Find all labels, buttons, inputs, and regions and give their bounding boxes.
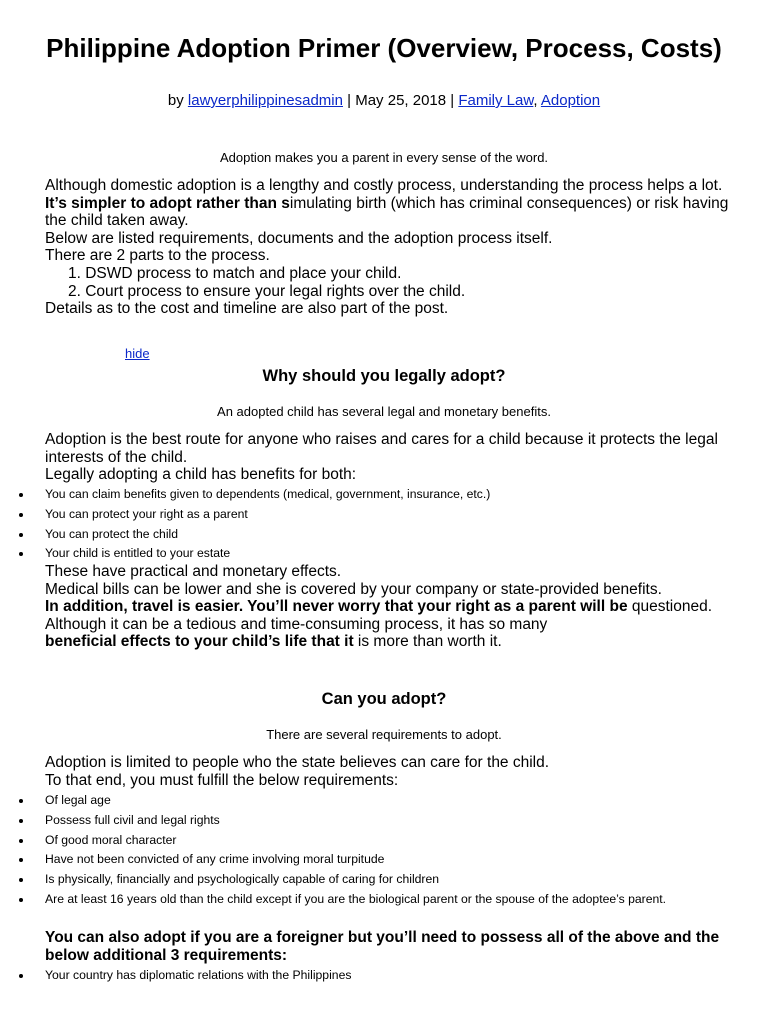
- list-item-text: Of legal age: [45, 793, 111, 807]
- list-item: [0, 833, 740, 853]
- body-paragraph: Although it can be a tedious and time-consuming process, it has so many: [45, 615, 548, 633]
- article-title: Philippine Adoption Primer (Overview, Process, Costs): [46, 33, 722, 63]
- list-item-text: You can protect the child: [45, 526, 179, 541]
- body-paragraph: [45, 929, 735, 964]
- section1-body-continued: [45, 563, 735, 651]
- intro-bold-text: It’s simpler to adopt rather than s: [45, 194, 290, 212]
- bullet-icon: [19, 493, 23, 497]
- section2-body-continued: [45, 929, 735, 964]
- intro-paragraph: There are 2 parts to the process.: [45, 247, 270, 265]
- byline: [0, 92, 768, 110]
- list-item-text: Is physically, financially and psychologically capable of caring for children: [45, 872, 440, 887]
- category-link-adoption[interactable]: Adoption: [540, 92, 601, 109]
- bullet-icon: [19, 898, 23, 902]
- list-item: [0, 872, 740, 892]
- intro-paragraph: Details as to the cost and timeline are also part of the post.: [45, 300, 449, 318]
- list-item-text: You can claim benefits given to dependents (medical, government, insurance, etc.): [45, 487, 491, 501]
- list-item: [0, 527, 740, 547]
- intro-tagline: Adoption makes you a parent in every sense of the word.: [219, 150, 549, 165]
- body-paragraph: [45, 598, 735, 616]
- byline-prefix: by: [167, 92, 188, 109]
- process-step: 2. Court process to ensure your legal rights over the child.: [68, 282, 466, 300]
- body-text: is more than worth it.: [353, 633, 502, 651]
- list-item: [0, 892, 740, 926]
- intro-paragraph: [45, 195, 735, 230]
- bullet-icon: [19, 533, 23, 537]
- intro-text: imulating birth (which has criminal consequences) or risk having the child taken away.: [45, 194, 729, 230]
- body-paragraph: Adoption is the best route for anyone who raises and cares for a child because it protects the legal interests of the child.: [45, 431, 718, 466]
- process-step: 1. DSWD process to match and place your child.: [68, 264, 402, 282]
- section-heading-can-you-adopt: Can you adopt?: [321, 690, 447, 708]
- list-item: [0, 968, 740, 988]
- bold-text: In addition, travel is easier. You’ll never worry that your right as a parent will be: [45, 598, 628, 616]
- list-item: [0, 793, 740, 813]
- list-item: [0, 852, 740, 872]
- bullet-icon: [19, 839, 23, 843]
- list-item-text: Of good moral character: [45, 832, 177, 847]
- bold-text: You can also adopt if you are a foreigner but you’ll need to possess all of the above and the below additional 3 requirements:: [45, 929, 720, 964]
- section1-body: [45, 431, 735, 484]
- category-link-family-law[interactable]: Family Law: [458, 92, 534, 109]
- body-paragraph: Legally adopting a child has benefits for both:: [45, 466, 357, 484]
- list-item: [0, 487, 740, 507]
- intro-paragraph: Below are listed requirements, documents and the adoption process itself.: [45, 229, 553, 247]
- bullet-icon: [19, 552, 23, 556]
- bold-text: beneficial effects to your child’s life that it: [45, 633, 354, 651]
- list-item-text: Your child is entitled to your estate: [45, 546, 231, 561]
- toc-hide-link[interactable]: hide: [125, 346, 150, 361]
- list-item-text: You can protect your right as a parent: [45, 506, 248, 521]
- bullet-icon: [19, 974, 23, 978]
- byline-date: | May 25, 2018 |: [342, 92, 459, 109]
- bullet-icon: [19, 513, 23, 517]
- body-paragraph: To that end, you must fulfill the below requirements:: [45, 771, 399, 789]
- process-steps-list: [45, 265, 735, 300]
- body-text: questioned.: [627, 598, 713, 616]
- list-item-text: Have not been convicted of any crime involving moral turpitude: [45, 852, 385, 867]
- intro-paragraph: Although domestic adoption is a lengthy and costly process, understanding the process helps a lot.: [45, 177, 723, 194]
- body-paragraph: Adoption is limited to people who the state believes can care for the child.: [45, 754, 550, 771]
- benefits-list: [0, 487, 740, 566]
- list-item: [0, 813, 740, 833]
- requirements-list: [0, 793, 740, 926]
- section-tagline: There are several requirements to adopt.: [266, 727, 502, 742]
- intro-body: [45, 177, 735, 318]
- bullet-icon: [19, 858, 23, 862]
- list-item: [0, 507, 740, 527]
- body-paragraph: Medical bills can be lower and she is covered by your company or state-provided benefits.: [45, 580, 662, 598]
- foreigner-requirements-list: [0, 968, 740, 988]
- section-heading-why-adopt: Why should you legally adopt?: [262, 367, 506, 385]
- section-tagline: An adopted child has several legal and monetary benefits.: [217, 404, 551, 419]
- body-paragraph: [45, 633, 735, 651]
- author-link[interactable]: lawyerphilippinesadmin: [187, 92, 343, 109]
- list-item-text: Are at least 16 years old than the child except if you are the biological parent or the spouse of the adoptee’s parent.: [45, 891, 667, 906]
- bullet-icon: [19, 799, 23, 803]
- bullet-icon: [19, 878, 23, 882]
- list-item-text: Your country has diplomatic relations with the Philippines: [45, 968, 352, 982]
- list-item-text: Possess full civil and legal rights: [45, 812, 220, 827]
- section2-body: [45, 754, 735, 789]
- body-paragraph: These have practical and monetary effects.: [45, 563, 342, 580]
- bullet-icon: [19, 819, 23, 823]
- byline-separator: ,: [533, 92, 541, 109]
